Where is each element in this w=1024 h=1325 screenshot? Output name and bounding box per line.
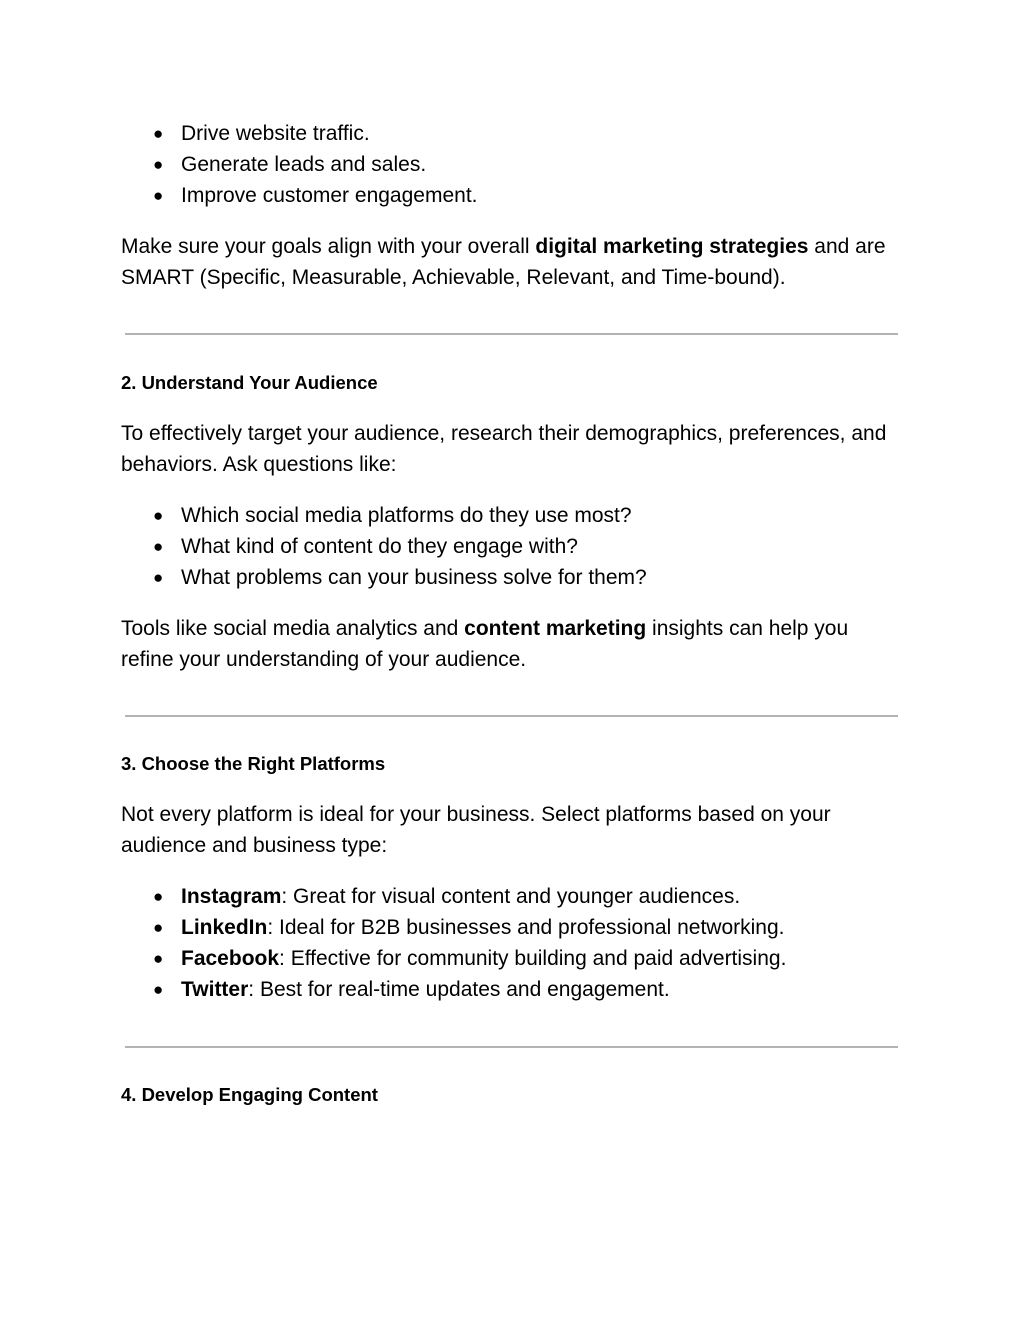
audience-closing-paragraph: Tools like social media analytics and content marketing insights can help you refine your understanding of your audience. <box>121 617 849 671</box>
platform-name: Instagram <box>181 885 282 908</box>
bullet-icon: ● <box>153 949 164 968</box>
section-heading: 4. Develop Engaging Content <box>121 1084 378 1105</box>
list-item: ● Drive website traffic. <box>153 118 901 149</box>
audience-questions-list <box>121 500 901 593</box>
platforms-list <box>121 881 901 1005</box>
list-item: ● Which social media platforms do they use most? <box>153 500 901 531</box>
list-item: ● Instagram: Great for visual content and younger audiences. <box>153 881 901 912</box>
platform-name: Facebook <box>181 947 280 970</box>
platform-name: LinkedIn <box>181 916 268 939</box>
list-item: ● Facebook: Effective for community building and paid advertising. <box>153 943 901 974</box>
list-item: ● Improve customer engagement. <box>153 180 901 211</box>
list-item: ● What kind of content do they engage with? <box>153 531 901 562</box>
list-item: ● Twitter: Best for real-time updates and engagement. <box>153 974 901 1005</box>
bullet-icon: ● <box>153 506 164 525</box>
bullet-icon: ● <box>153 124 164 143</box>
platform-name: Twitter <box>181 978 249 1001</box>
platforms-intro: Not every platform is ideal for your business. Select platforms based on your audience and business type: <box>121 803 831 857</box>
goals-list <box>121 118 901 211</box>
document-page <box>121 118 901 1107</box>
goals-paragraph: Make sure your goals align with your overall digital marketing strategies and are SMART (Specific, Measurable, Achievable, Relevant, and Time-bound). <box>121 235 886 289</box>
bullet-icon: ● <box>153 887 164 906</box>
bullet-icon: ● <box>153 155 164 174</box>
section-heading: 2. Understand Your Audience <box>121 372 378 393</box>
list-item: ● Generate leads and sales. <box>153 149 901 180</box>
keyword-bold: content marketing <box>464 617 647 640</box>
list-item: ● LinkedIn: Ideal for B2B businesses and professional networking. <box>153 912 901 943</box>
list-item: ● What problems can your business solve for them? <box>153 562 901 593</box>
section-heading: 3. Choose the Right Platforms <box>121 753 386 774</box>
bullet-icon: ● <box>153 568 164 587</box>
bullet-icon: ● <box>153 980 164 999</box>
keyword-bold: digital marketing strategies <box>535 235 809 258</box>
bullet-icon: ● <box>153 537 164 556</box>
bullet-icon: ● <box>153 186 164 205</box>
audience-intro: To effectively target your audience, research their demographics, preferences, and behaviors. Ask questions like: <box>121 422 887 476</box>
bullet-icon: ● <box>153 918 164 937</box>
